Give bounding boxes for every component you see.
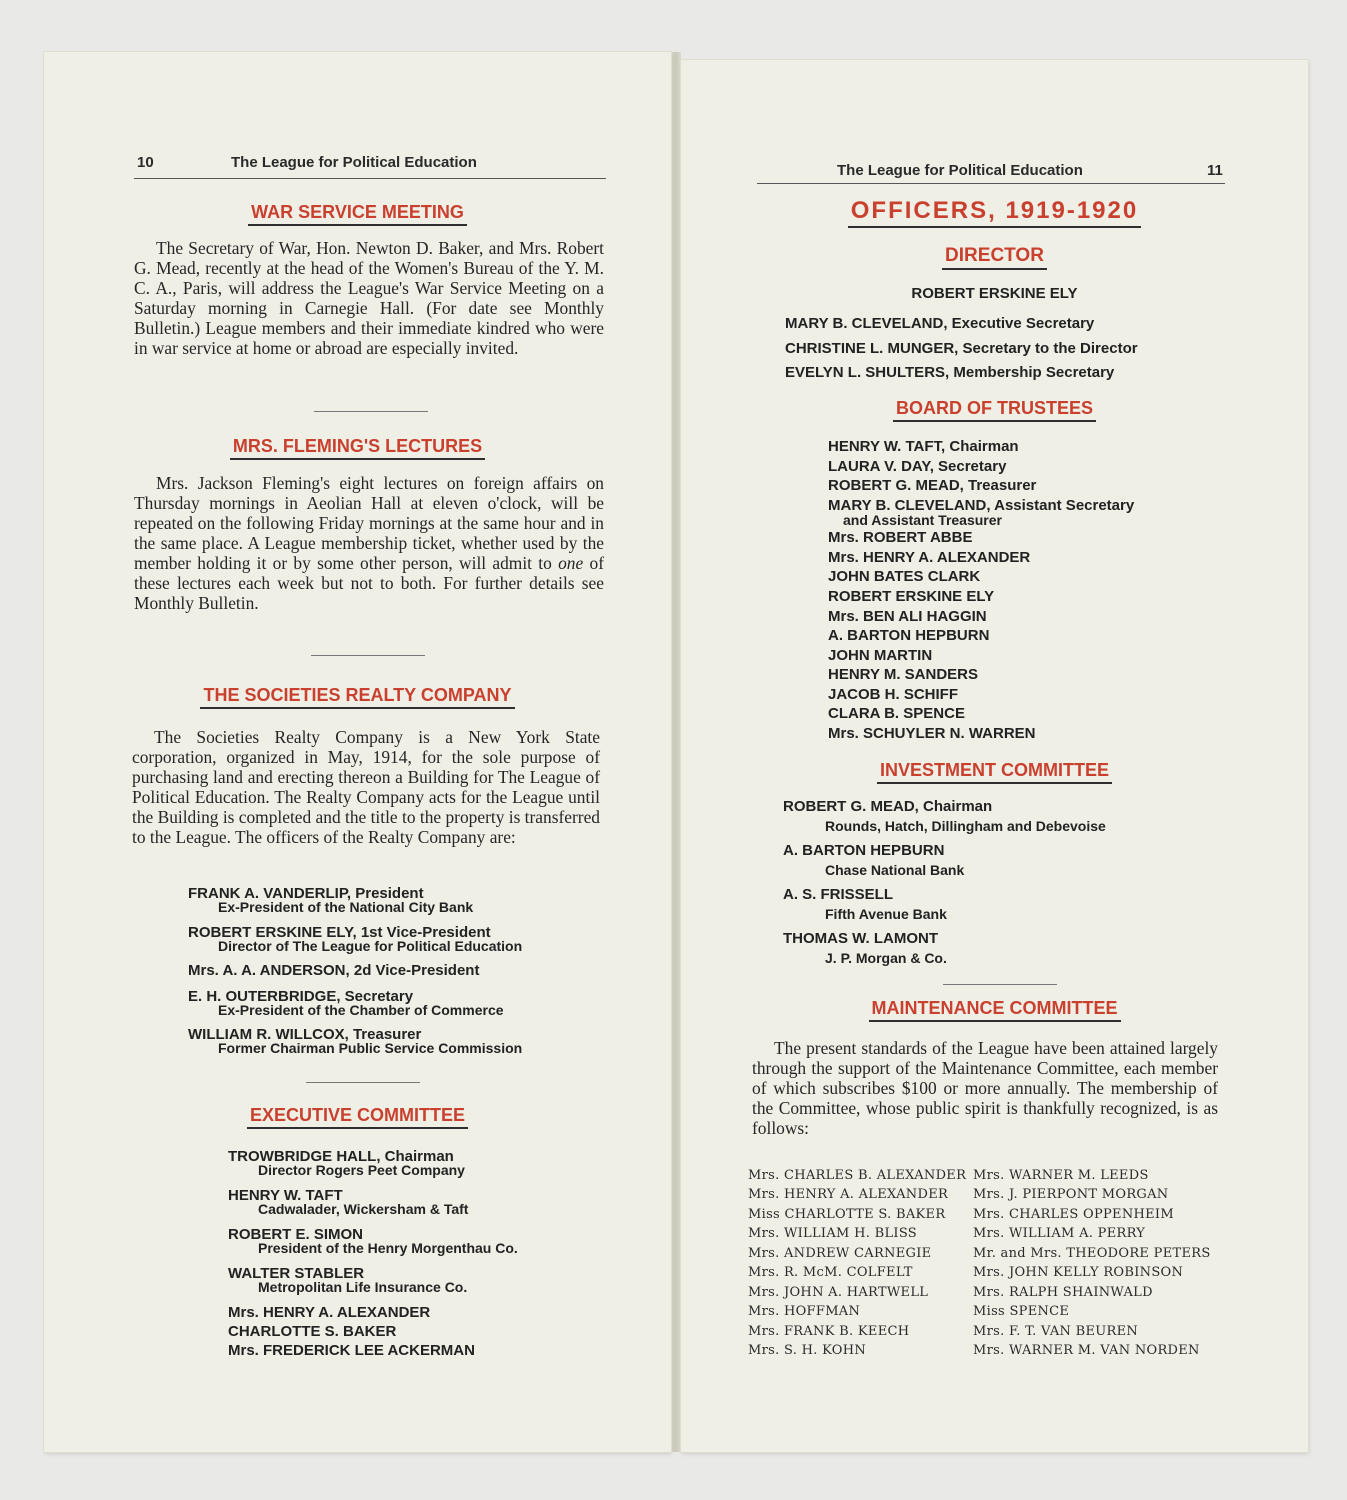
running-head: The League for Political Education: [837, 162, 1083, 179]
donor: Mrs. CHARLES OPPENHEIM: [973, 1207, 1174, 1222]
donor: Mrs. WILLIAM H. BLISS: [748, 1226, 917, 1241]
trustee: Mrs. BEN ALI HAGGIN: [828, 608, 987, 625]
trustee: HENRY W. TAFT, Chairman: [828, 438, 1019, 455]
fleming-lectures-title: MRS. FLEMING'S LECTURES: [104, 436, 611, 460]
section-divider: [314, 411, 428, 412]
left-page: [44, 52, 671, 1452]
donor: Mr. and Mrs. THEODORE PETERS: [973, 1246, 1211, 1261]
trustee: ROBERT G. MEAD, Treasurer: [828, 477, 1037, 494]
staff-member: CHRISTINE L. MUNGER, Secretary to the Director: [785, 340, 1138, 357]
trustee: HENRY M. SANDERS: [828, 666, 979, 683]
investment-committee-title: INVESTMENT COMMITTEE: [831, 760, 1158, 784]
donor: Mrs. J. PIERPONT MORGAN: [973, 1187, 1169, 1202]
section-divider: [306, 1082, 420, 1083]
executive-member: ROBERT E. SIMON President of the Henry Morgenthau Co.: [228, 1226, 518, 1256]
trustee: JACOB H. SCHIFF: [828, 686, 959, 703]
war-service-title: WAR SERVICE MEETING: [104, 202, 611, 226]
page-number: 10: [137, 154, 154, 171]
realty-officer: WILLIAM R. WILLCOX, Treasurer Former Chairman Public Service Commission: [188, 1026, 523, 1056]
war-service-text: The Secretary of War, Hon. Newton D. Baker, and Mrs. Robert G. Mead, recently at the head of the Women's Bureau of the Y. M. C. A., Paris, will address the League's War Service Meeting on a Saturday morning in Carnegie Hall. (For date see Monthly Bulletin.) League members and their immediate kindred who were in war service at home or abroad are especially invited.: [134, 238, 604, 358]
staff-member: EVELYN L. SHULTERS, Membership Secretary: [785, 364, 1115, 381]
header-rule: [757, 183, 1225, 184]
header-rule: [134, 178, 606, 179]
investment-member: ROBERT G. MEAD, Chairman Rounds, Hatch, Dillingham and Debevoise: [783, 798, 1106, 834]
director-title: DIRECTOR: [861, 245, 1128, 270]
donor: Mrs. RALPH SHAINWALD: [973, 1285, 1153, 1300]
investment-member: THOMAS W. LAMONT J. P. Morgan & Co.: [783, 930, 947, 966]
donor: Mrs. S. H. KOHN: [748, 1343, 867, 1358]
donor: Mrs. WARNER M. VAN NORDEN: [973, 1343, 1200, 1358]
trustee: MARY B. CLEVELAND, Assistant Secretary: [828, 497, 1135, 514]
executive-member: Mrs. HENRY A. ALEXANDER: [228, 1304, 431, 1321]
executive-member: TROWBRIDGE HALL, Chairman Director Rogers Peet Company: [228, 1148, 465, 1178]
donor: Mrs. JOHN A. HARTWELL: [748, 1285, 929, 1300]
donor: Mrs. WARNER M. LEEDS: [973, 1168, 1149, 1183]
donor: Miss CHARLOTTE S. BAKER: [748, 1207, 946, 1222]
trustee: A. BARTON HEPBURN: [828, 627, 990, 644]
officers-title: OFFICERS, 1919-1920: [841, 197, 1148, 228]
executive-member: CHARLOTTE S. BAKER: [228, 1323, 397, 1340]
director-name: ROBERT ERSKINE ELY: [911, 285, 1078, 302]
donor: Mrs. FRANK B. KEECH: [748, 1324, 910, 1339]
donor: Mrs. HENRY A. ALEXANDER: [748, 1187, 949, 1202]
donor: Mrs. ANDREW CARNEGIE: [748, 1246, 932, 1261]
trustee: JOHN MARTIN: [828, 647, 933, 664]
trustee-title-cont: and Assistant Treasurer: [843, 512, 1002, 528]
donor: Miss SPENCE: [973, 1304, 1070, 1319]
staff-member: MARY B. CLEVELAND, Executive Secretary: [785, 315, 1095, 332]
executive-member: HENRY W. TAFT Cadwalader, Wickersham & Taft: [228, 1187, 469, 1217]
maintenance-committee-text: The present standards of the League have been attained largely through the support of the Maintenance Committee, each member of which subscribes $100 or more annually. The membership of the Committee, whose public spirit is thankfully recognized, is as follows:: [752, 1038, 1218, 1138]
donor: Mrs. CHARLES B. ALEXANDER: [748, 1168, 967, 1183]
trustee: CLARA B. SPENCE: [828, 705, 965, 722]
trustee: JOHN BATES CLARK: [828, 568, 981, 585]
trustees-title: BOARD OF TRUSTEES: [831, 398, 1158, 422]
maintenance-committee-title: MAINTENANCE COMMITTEE: [821, 998, 1168, 1022]
section-divider: [311, 655, 425, 656]
trustee: Mrs. HENRY A. ALEXANDER: [828, 549, 1031, 566]
fleming-lectures-text: Mrs. Jackson Fleming's eight lectures on foreign affairs on Thursday mornings in Aeolian Hall at eleven o'clock, will be repeated on the following Friday mornings at the same hour and in the same place. A League membership ticket, whether used by the member holding it or by some other person, will admit to one of these lectures each week but not to both. For further details see Monthly Bulletin.: [134, 473, 604, 613]
trustee: LAURA V. DAY, Secretary: [828, 458, 1007, 475]
realty-officer: ROBERT ERSKINE ELY, 1st Vice-President Director of The League for Political Education: [188, 924, 523, 954]
donor: Mrs. JOHN KELLY ROBINSON: [973, 1265, 1184, 1280]
executive-member: Mrs. FREDERICK LEE ACKERMAN: [228, 1342, 475, 1359]
realty-officer: E. H. OUTERBRIDGE, Secretary Ex-President of the Chamber of Commerce: [188, 988, 504, 1018]
section-divider: [943, 984, 1057, 985]
executive-committee-title: EXECUTIVE COMMITTEE: [104, 1105, 611, 1129]
donor: Mrs. R. McM. COLFELT: [748, 1265, 913, 1280]
running-head: The League for Political Education: [231, 154, 477, 171]
donor: Mrs. F. T. VAN BEUREN: [973, 1324, 1139, 1339]
realty-officer: Mrs. A. A. ANDERSON, 2d Vice-President: [188, 962, 480, 979]
realty-company-text: The Societies Realty Company is a New York State corporation, organized in May, 1914, for the sole purpose of purchasing land and erecting thereon a Building for The League of Political Education. The Realty Company acts for the League until the Building is completed and the title to the property is transferred to the League. The officers of the Realty Company are:: [132, 727, 600, 847]
investment-member: A. BARTON HEPBURN Chase National Bank: [783, 842, 965, 878]
donor: Mrs. WILLIAM A. PERRY: [973, 1226, 1146, 1241]
trustee: ROBERT ERSKINE ELY: [828, 588, 995, 605]
investment-member: A. S. FRISSELL Fifth Avenue Bank: [783, 886, 947, 922]
realty-company-title: THE SOCIETIES REALTY COMPANY: [104, 685, 611, 709]
realty-officer: FRANK A. VANDERLIP, President Ex-President of the National City Bank: [188, 885, 474, 915]
page-number: 11: [1207, 162, 1223, 179]
booklet-spine: [671, 52, 681, 1452]
donor: Mrs. HOFFMAN: [748, 1304, 861, 1319]
trustee: Mrs. ROBERT ABBE: [828, 529, 973, 546]
executive-member: WALTER STABLER Metropolitan Life Insurance Co.: [228, 1265, 468, 1295]
right-page: [681, 60, 1308, 1452]
trustee: Mrs. SCHUYLER N. WARREN: [828, 725, 1036, 742]
